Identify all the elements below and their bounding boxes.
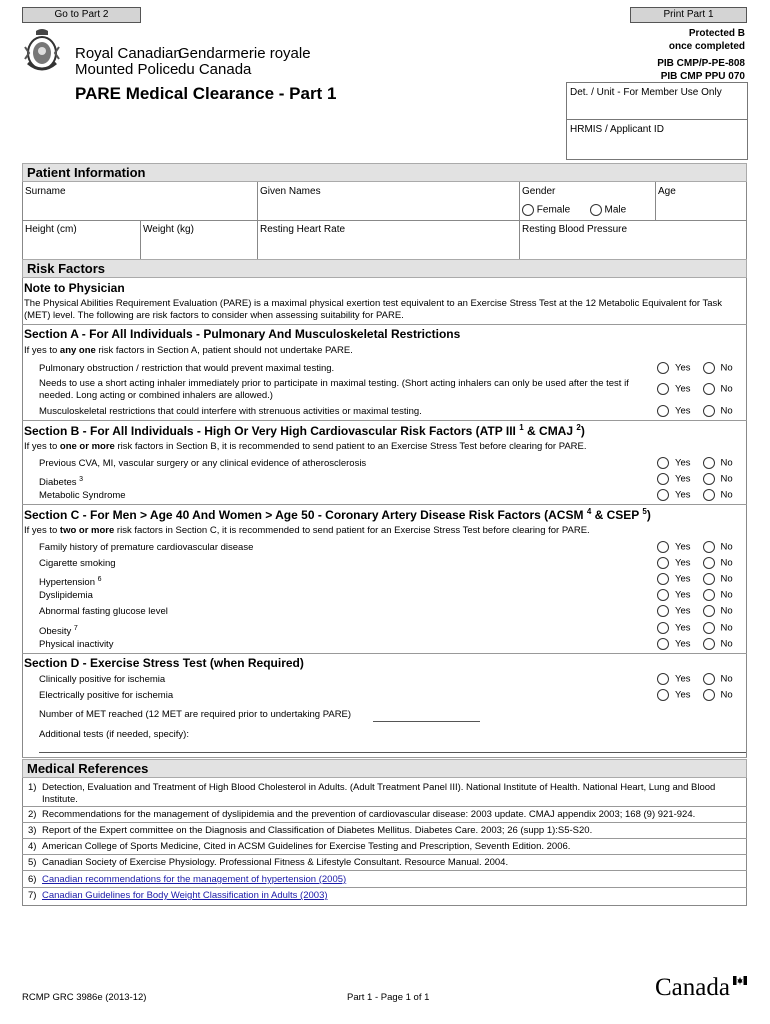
weight-label: Weight (kg) <box>143 224 194 235</box>
no-radio[interactable] <box>703 362 715 374</box>
yes-label: Yes <box>675 605 691 617</box>
yes-label: Yes <box>675 457 691 469</box>
section-b-item-1: Previous CVA, MI, vascular surgery or any clinical evidence of atherosclerosis <box>39 458 367 469</box>
medical-references-heading: Medical References <box>22 759 747 778</box>
section-a-yesno-1 <box>657 362 733 374</box>
additional-tests-label: Additional tests (if needed, specify): <box>39 729 189 740</box>
reference-num: 1) <box>28 782 37 793</box>
section-c-intro-pre: If yes to <box>24 525 60 536</box>
det-unit-field[interactable] <box>567 83 747 120</box>
reference-2 <box>28 809 743 821</box>
no-label: No <box>720 605 733 617</box>
go-to-part2-button[interactable]: Go to Part 2 <box>22 7 141 23</box>
weight-field[interactable] <box>143 224 194 235</box>
hrmis-field[interactable] <box>567 120 747 139</box>
yes-radio[interactable] <box>657 605 669 617</box>
agency-fr-line2: du Canada <box>178 61 252 78</box>
yes-label: Yes <box>675 573 691 585</box>
no-radio[interactable] <box>703 473 715 485</box>
section-c-item-4: Dyslipidemia <box>39 590 93 601</box>
no-label: No <box>720 689 733 701</box>
reference-text: Detection, Evaluation and Treatment of High Blood Cholesterol in Adults. (Adult Treatment Panel III). National Institute of Health. National Heart, Lung and Blood Institute. <box>42 782 716 805</box>
reference-1 <box>28 782 743 806</box>
section-b-yesno-3 <box>657 489 733 501</box>
no-radio[interactable] <box>703 589 715 601</box>
section-b-title-text: Section B - For All Individuals - High Or Very High Cardiovascular Risk Factors (ATP III <box>24 424 516 438</box>
no-radio[interactable] <box>703 457 715 469</box>
section-c-sup2: 5 <box>642 507 647 516</box>
gender-label: Gender <box>522 186 556 197</box>
no-radio[interactable] <box>703 689 715 701</box>
section-a-item-1: Pulmonary obstruction / restriction that would prevent maximal testing. <box>39 363 335 374</box>
canada-flag-icon <box>733 976 747 985</box>
reference-num: 4) <box>28 841 37 852</box>
female-label: Female <box>536 204 571 216</box>
diabetes-sup: 3 <box>79 476 84 483</box>
section-b-item-2 <box>39 474 649 489</box>
section-c-item-6 <box>39 623 649 638</box>
section-a-intro <box>24 345 746 357</box>
no-label: No <box>720 638 733 650</box>
reference-num: 7) <box>28 890 37 901</box>
agency-en-line2: Mounted Police <box>75 61 179 78</box>
no-label: No <box>720 489 733 501</box>
section-a-yesno-2 <box>657 383 733 395</box>
section-a-yesno-3 <box>657 405 733 417</box>
section-a-intro-post: risk factors in Section A, patient should not undertake PARE. <box>95 345 353 356</box>
yes-label: Yes <box>675 622 691 634</box>
yes-label: Yes <box>675 383 691 395</box>
section-b-close: ) <box>580 424 585 438</box>
yes-radio[interactable] <box>657 557 669 569</box>
section-c-title-text: Section C - For Men > Age 40 And Women > Age 50 - Coronary Artery Disease Risk Factors (ACSM <box>24 508 584 522</box>
section-b-item-3: Metabolic Syndrome <box>39 490 126 501</box>
height-label: Height (cm) <box>25 224 77 235</box>
yes-radio[interactable] <box>657 473 669 485</box>
reference-3 <box>28 825 743 837</box>
det-unit-label: Det. / Unit - For Member Use Only <box>570 87 722 98</box>
no-label: No <box>720 573 733 585</box>
diabetes-label: Diabetes <box>39 477 77 489</box>
reference-6 <box>28 874 743 886</box>
male-label: Male <box>604 204 627 216</box>
section-c-yesno-4 <box>657 589 733 601</box>
section-b-intro-pre: If yes to <box>24 441 60 452</box>
no-radio[interactable] <box>703 383 715 395</box>
yes-radio[interactable] <box>657 589 669 601</box>
no-radio[interactable] <box>703 489 715 501</box>
reference-5 <box>28 857 743 869</box>
yes-radio[interactable] <box>657 541 669 553</box>
agency-fr-line1: Gendarmerie royale <box>178 45 311 62</box>
given-names-field[interactable] <box>260 186 321 197</box>
section-d-item-1: Clinically positive for ischemia <box>39 674 166 685</box>
hypertension-label: Hypertension <box>39 577 95 589</box>
reference-4 <box>28 841 743 853</box>
no-label: No <box>720 362 733 374</box>
patient-info-grid <box>22 182 747 260</box>
section-b-intro-bold: one or more <box>59 441 115 452</box>
reference-text: Canadian Society of Exercise Physiology. Professional Fitness & Lifestyle Consultant. Resource Manual. 2004. <box>42 857 509 868</box>
no-label: No <box>720 673 733 685</box>
heart-rate-field[interactable] <box>260 224 345 235</box>
section-c-item-3 <box>39 574 649 589</box>
section-c-item-7: Physical inactivity <box>39 639 114 650</box>
protected-line1: Protected B <box>688 28 745 39</box>
yes-radio[interactable] <box>657 383 669 395</box>
yes-label: Yes <box>675 557 691 569</box>
section-b-title <box>24 423 585 438</box>
given-names-label: Given Names <box>260 186 321 197</box>
reference-num: 6) <box>28 874 37 885</box>
section-c-intro <box>24 525 746 537</box>
no-label: No <box>720 383 733 395</box>
yes-label: Yes <box>675 673 691 685</box>
canada-wordmark-text: Canada <box>655 974 730 1001</box>
hypertension-sup: 6 <box>97 576 102 583</box>
yes-radio[interactable] <box>657 638 669 650</box>
section-d-yesno-1 <box>657 673 733 685</box>
section-c-yesno-3 <box>657 573 733 585</box>
section-a-title: Section A - For All Individuals - Pulmonary And Musculoskeletal Restrictions <box>24 327 461 341</box>
no-label: No <box>720 473 733 485</box>
section-c-intro-bold: two or more <box>59 525 115 536</box>
section-c-yesno-6 <box>657 622 733 634</box>
obesity-label: Obesity <box>39 626 72 638</box>
blood-pressure-label: Resting Blood Pressure <box>522 224 628 235</box>
surname-label: Surname <box>25 186 66 197</box>
hrmis-label: HRMIS / Applicant ID <box>570 124 664 135</box>
no-label: No <box>720 541 733 553</box>
member-use-box <box>566 82 748 160</box>
no-label: No <box>720 589 733 601</box>
no-label: No <box>720 457 733 469</box>
yes-label: Yes <box>675 638 691 650</box>
reference-text: American College of Sports Medicine, Cited in ACSM Guidelines for Exercise Testing and Prescription, Seventh Edition. 2006. <box>42 841 571 852</box>
rcmp-crest-icon <box>22 27 62 77</box>
section-b-amp: & CMAJ <box>523 424 577 438</box>
reference-num: 5) <box>28 857 37 868</box>
no-radio[interactable] <box>703 541 715 553</box>
yes-label: Yes <box>675 489 691 501</box>
note-to-physician-heading: Note to Physician <box>24 281 125 295</box>
section-a-intro-bold: any one <box>59 345 96 356</box>
section-c-yesno-5 <box>657 605 733 617</box>
pib-code-1: PIB CMP/P-PE-808 <box>657 58 745 69</box>
no-radio[interactable] <box>703 405 715 417</box>
yes-label: Yes <box>675 689 691 701</box>
reference-num: 2) <box>28 809 37 820</box>
section-d-item-2: Electrically positive for ischemia <box>39 690 174 701</box>
protected-line2: once completed <box>668 41 745 52</box>
height-field[interactable] <box>25 224 77 235</box>
yes-label: Yes <box>675 589 691 601</box>
section-b-intro <box>24 441 746 453</box>
no-label: No <box>720 622 733 634</box>
reference-link-body-weight[interactable]: Canadian Guidelines for Body Weight Classification in Adults (2003) <box>42 890 328 901</box>
yes-label: Yes <box>675 541 691 553</box>
yes-label: Yes <box>675 473 691 485</box>
yes-label: Yes <box>675 362 691 374</box>
section-a-item-2: Needs to use a short acting inhaler immediately prior to participate in maximal testing. (Short acting inhalers can only be used after the test if needed. Long acting or combined inhalers are allowed.) <box>39 378 629 401</box>
reference-link-hypertension[interactable]: Canadian recommendations for the management of hypertension (2005) <box>42 874 347 885</box>
additional-tests-field[interactable] <box>39 752 746 753</box>
risk-factors-heading: Risk Factors <box>22 259 747 278</box>
reference-num: 3) <box>28 825 37 836</box>
section-b-sup1: 1 <box>519 423 524 432</box>
no-radio[interactable] <box>703 673 715 685</box>
canada-wordmark <box>655 974 730 1002</box>
no-radio[interactable] <box>703 605 715 617</box>
blood-pressure-field[interactable] <box>522 224 627 235</box>
met-reached-field[interactable] <box>373 721 480 722</box>
reference-text: Recommendations for the management of dyslipidemia and the prevention of cardiovascular disease: 2003 update. CMAJ appendix 2003; 168 (9) 921-924. <box>42 809 696 820</box>
agency-name-fr <box>178 46 311 78</box>
male-radio[interactable] <box>590 204 602 216</box>
section-c-item-1: Family history of premature cardiovascular disease <box>39 542 254 553</box>
section-c-item-2: Cigarette smoking <box>39 558 116 569</box>
section-b-sup2: 2 <box>576 423 581 432</box>
yes-radio[interactable] <box>657 362 669 374</box>
section-d-title: Section D - Exercise Stress Test (when Required) <box>24 656 304 670</box>
gender-options <box>522 204 626 216</box>
print-part1-button[interactable]: Print Part 1 <box>630 7 747 23</box>
section-d-yesno-2 <box>657 689 733 701</box>
section-a-item-3: Musculoskeletal restrictions that could interfere with strenuous activities or maximal testing. <box>39 406 422 417</box>
agency-en-line1: Royal Canadian <box>75 45 182 62</box>
reference-text: Report of the Expert committee on the Diagnosis and Classification of Diabetes Mellitus. Diabetes Care. 2003; 26 (supp 1):S5-S20. <box>42 825 593 836</box>
section-a-intro-pre: If yes to <box>24 345 60 356</box>
yes-radio[interactable] <box>657 673 669 685</box>
yes-radio[interactable] <box>657 573 669 585</box>
yes-radio[interactable] <box>657 405 669 417</box>
protected-notice <box>657 27 745 83</box>
section-c-yesno-1 <box>657 541 733 553</box>
yes-label: Yes <box>675 405 691 417</box>
met-reached-label: Number of MET reached (12 MET are required prior to undertaking PARE) <box>39 709 352 720</box>
section-b-yesno-2 <box>657 473 733 485</box>
patient-info-heading: Patient Information <box>22 163 747 182</box>
section-c-close: ) <box>646 508 651 522</box>
page-number: Part 1 - Page 1 of 1 <box>347 992 430 1003</box>
section-c-item-5: Abnormal fasting glucose level <box>39 606 168 617</box>
page-title: PARE Medical Clearance - Part 1 <box>75 84 337 103</box>
section-c-title <box>24 507 651 522</box>
age-label: Age <box>658 186 676 197</box>
no-label: No <box>720 557 733 569</box>
no-radio[interactable] <box>703 557 715 569</box>
yes-radio[interactable] <box>657 457 669 469</box>
yes-radio[interactable] <box>657 489 669 501</box>
heart-rate-label: Resting Heart Rate <box>260 224 346 235</box>
section-b-intro-post: risk factors in Section B, it is recommended to send patient to an Exercise Stress Test before clearing for PARE. <box>114 441 587 452</box>
age-field[interactable] <box>658 186 676 197</box>
no-radio[interactable] <box>703 573 715 585</box>
female-radio[interactable] <box>522 204 534 216</box>
obesity-sup: 7 <box>73 625 78 632</box>
surname-field[interactable] <box>25 186 66 197</box>
pib-code-2: PIB CMP PPU 070 <box>660 71 745 82</box>
reference-7 <box>28 890 743 902</box>
no-label: No <box>720 405 733 417</box>
no-radio[interactable] <box>703 638 715 650</box>
section-c-yesno-7 <box>657 638 733 650</box>
section-c-yesno-2 <box>657 557 733 569</box>
agency-name-en <box>75 46 182 78</box>
form-id: RCMP GRC 3986e (2013-12) <box>22 992 147 1003</box>
section-c-intro-post: risk factors in Section C, it is recommended to send patient for an Exercise Stress Test before clearing for PARE. <box>114 525 590 536</box>
no-radio[interactable] <box>703 622 715 634</box>
section-c-amp: & CSEP <box>591 508 643 522</box>
yes-radio[interactable] <box>657 622 669 634</box>
yes-radio[interactable] <box>657 689 669 701</box>
section-c-sup1: 4 <box>586 507 592 516</box>
note-to-physician-text: The Physical Abilities Requirement Evaluation (PARE) is a maximal physical exertion test equivalent to an Exercise Stress Test at the 12 Metabolic Equivalent for Task (MET) level. The following are risk factors to consider when assessing suitability for PARE. <box>24 298 723 321</box>
section-b-yesno-1 <box>657 457 733 469</box>
